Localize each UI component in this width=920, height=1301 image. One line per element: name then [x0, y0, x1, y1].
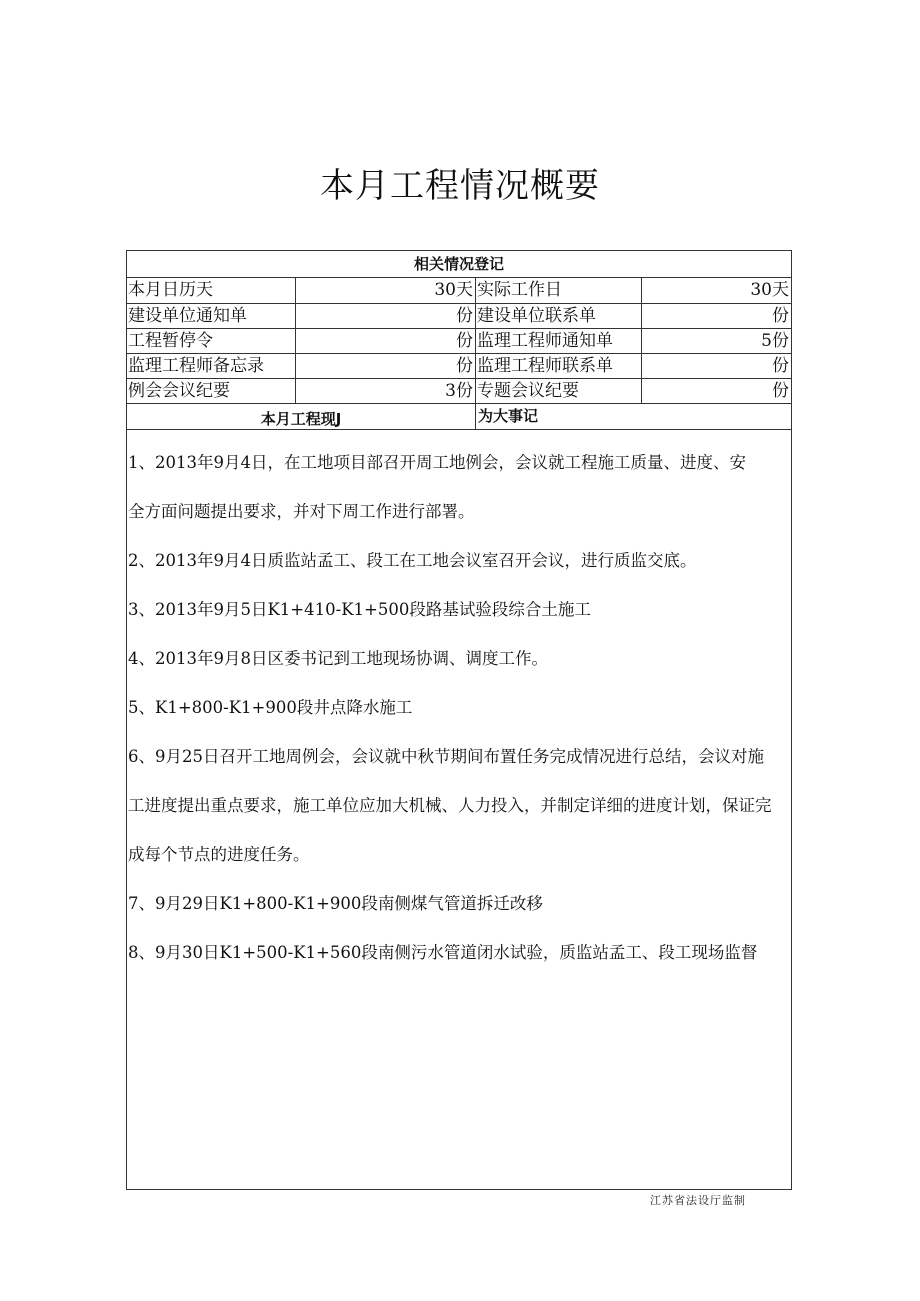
row-value-right: 份 — [641, 354, 791, 378]
row-value-right: 份 — [641, 379, 791, 403]
section-header-row — [127, 404, 791, 430]
row-label-left: 工程暂停令 — [128, 331, 213, 351]
table-row — [127, 379, 791, 404]
row-value-left: 份 — [295, 354, 475, 378]
event-line: 工进度提出重点要求，施工单位应加大机械、人力投入，并制定详细的进度计划，保证完 — [128, 796, 772, 815]
event-line: 5、K1+800-K1+900段井点降水施工 — [128, 698, 413, 717]
row-label-right: 建设单位联系单 — [475, 304, 641, 328]
section-title-left: 本月工程现J — [260, 410, 342, 428]
event-line: 2、2013年9月4日质监站孟工、段工在工地会议室召开会议，进行质监交底。 — [128, 551, 697, 570]
event-line: 8、9月30日K1+500-K1+560段南侧污水管道闭水试验，质监站孟工、段工现场监督 — [128, 943, 758, 962]
event-line: 4、2013年9月8日区委书记到工地现场协调、调度工作。 — [128, 649, 548, 668]
row-label-left: 监理工程师备忘录 — [128, 356, 264, 376]
row-label-left: 建设单位通知单 — [128, 306, 247, 326]
row-value-left: 3份 — [295, 379, 475, 403]
table-header: 相关情况登记 — [413, 255, 504, 273]
row-label-left: 例会会议纪要 — [128, 381, 230, 401]
event-line: 7、9月29日K1+800-K1+900段南侧煤气管道拆迁改移 — [128, 894, 543, 913]
row-value-right: 30天 — [641, 278, 791, 303]
table-header-row — [127, 251, 791, 278]
row-value-left: 份 — [295, 304, 475, 328]
table-row — [127, 304, 791, 329]
footer-note: 江苏省法设厅监制 — [650, 1194, 746, 1207]
row-label-right: 实际工作日 — [475, 278, 641, 303]
event-line: 3、2013年9月5日K1+410-K1+500段路基试验段综合土施工 — [128, 600, 591, 619]
row-value-left: 份 — [295, 329, 475, 353]
event-line: 1、2013年9月4日，在工地项目部召开周工地例会，会议就工程施工质量、进度、安 — [128, 453, 746, 472]
page-title: 本月工程情况概要 — [320, 166, 600, 206]
row-label-right: 监理工程师联系单 — [475, 354, 641, 378]
row-label-right: 监理工程师通知单 — [475, 329, 641, 353]
row-value-right: 份 — [641, 304, 791, 328]
row-label-right: 专题会议纪要 — [475, 379, 641, 403]
row-label-left: 本月日历天 — [128, 280, 213, 300]
section-title-right: 为大事记 — [475, 404, 791, 429]
row-value-right: 5份 — [641, 329, 791, 353]
table-row — [127, 329, 791, 354]
event-line: 成每个节点的进度任务。 — [128, 845, 310, 864]
events-list — [128, 438, 790, 977]
event-line: 6、9月25日召开工地周例会，会议就中秋节期间布置任务完成情况进行总结，会议对施 — [128, 747, 764, 766]
event-line: 全方面问题提出要求，并对下周工作进行部署。 — [128, 502, 475, 521]
table-row — [127, 278, 791, 304]
row-value-left: 30天 — [295, 278, 475, 303]
table-row — [127, 354, 791, 379]
